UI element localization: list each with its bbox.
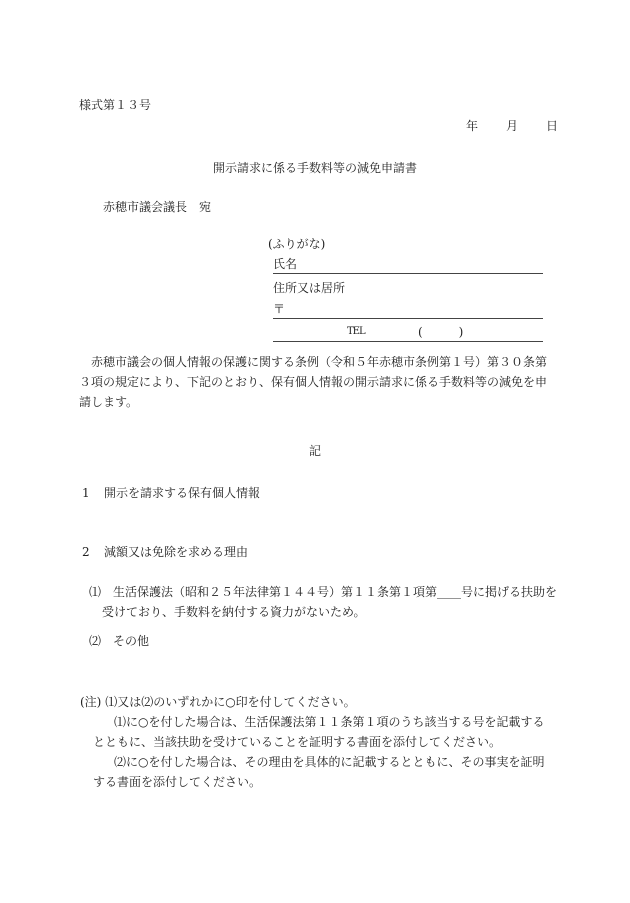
postal-field[interactable] bbox=[273, 301, 543, 319]
item-reason bbox=[82, 544, 248, 560]
reason-text: その他 bbox=[113, 634, 150, 648]
item-number: 2 bbox=[82, 545, 90, 559]
address-label: 住所又は居所 bbox=[273, 281, 346, 295]
note-paragraph-2: ⑵に○を付した場合は、その理由を具体的に記載するとともに、その事実を証明する書面を添付してください。 bbox=[93, 755, 545, 789]
date-year: 年 bbox=[466, 119, 479, 133]
note-line-1 bbox=[80, 692, 552, 712]
reason-number: ⑵ bbox=[89, 634, 102, 648]
addressee: 赤穂市議会議長 宛 bbox=[103, 200, 212, 214]
ki-heading: 記 bbox=[308, 444, 321, 458]
tel-area-code-paren: ( ) bbox=[418, 325, 464, 339]
reason-welfare bbox=[89, 582, 564, 622]
reason-number: ⑴ bbox=[89, 585, 102, 599]
note-label: (注) bbox=[80, 695, 102, 709]
tel-field[interactable] bbox=[273, 324, 543, 342]
note-paragraph-1: ⑴に○を付した場合は、生活保護法第１１条第１項のうち該当する号を記載するとともに、当該扶助を受けていることを証明する書面を添付してください。 bbox=[93, 715, 545, 749]
document-title: 開示請求に係る手数料等の減免申請書 bbox=[212, 161, 417, 175]
item-label: 開示を請求する保有個人情報 bbox=[104, 486, 261, 500]
body-paragraph: 赤穂市議会の個人情報の保護に関する条例（令和５年赤穂市条例第１号）第３０条第３項の規定により、下記のとおり、保有個人情報の開示請求に係る手数料等の減免を申請します。 bbox=[79, 355, 548, 409]
item-requested-info bbox=[82, 485, 260, 501]
date-month: 月 bbox=[506, 119, 519, 133]
tel-label: TEL bbox=[347, 326, 365, 337]
date-line bbox=[466, 118, 558, 134]
notes-section bbox=[80, 692, 552, 792]
reason-other bbox=[89, 633, 149, 649]
form-number: 様式第１３号 bbox=[79, 98, 152, 112]
furigana-label: (ふりがな) bbox=[268, 237, 326, 251]
item-number: 1 bbox=[82, 486, 90, 500]
name-label: 氏名 bbox=[273, 257, 298, 271]
note-text: ⑴又は⑵のいずれかに○印を付してください。 bbox=[105, 695, 356, 709]
item-label: 減額又は免除を求める理由 bbox=[104, 545, 249, 559]
name-field[interactable] bbox=[273, 256, 543, 274]
date-day: 日 bbox=[546, 119, 559, 133]
reason-text: 生活保護法（昭和２５年法律第１４４号）第１１条第１項第____号に掲げる扶助を受けており、手数料を納付する資力がないため。 bbox=[102, 585, 558, 619]
postal-mark: 〒 bbox=[273, 302, 286, 316]
